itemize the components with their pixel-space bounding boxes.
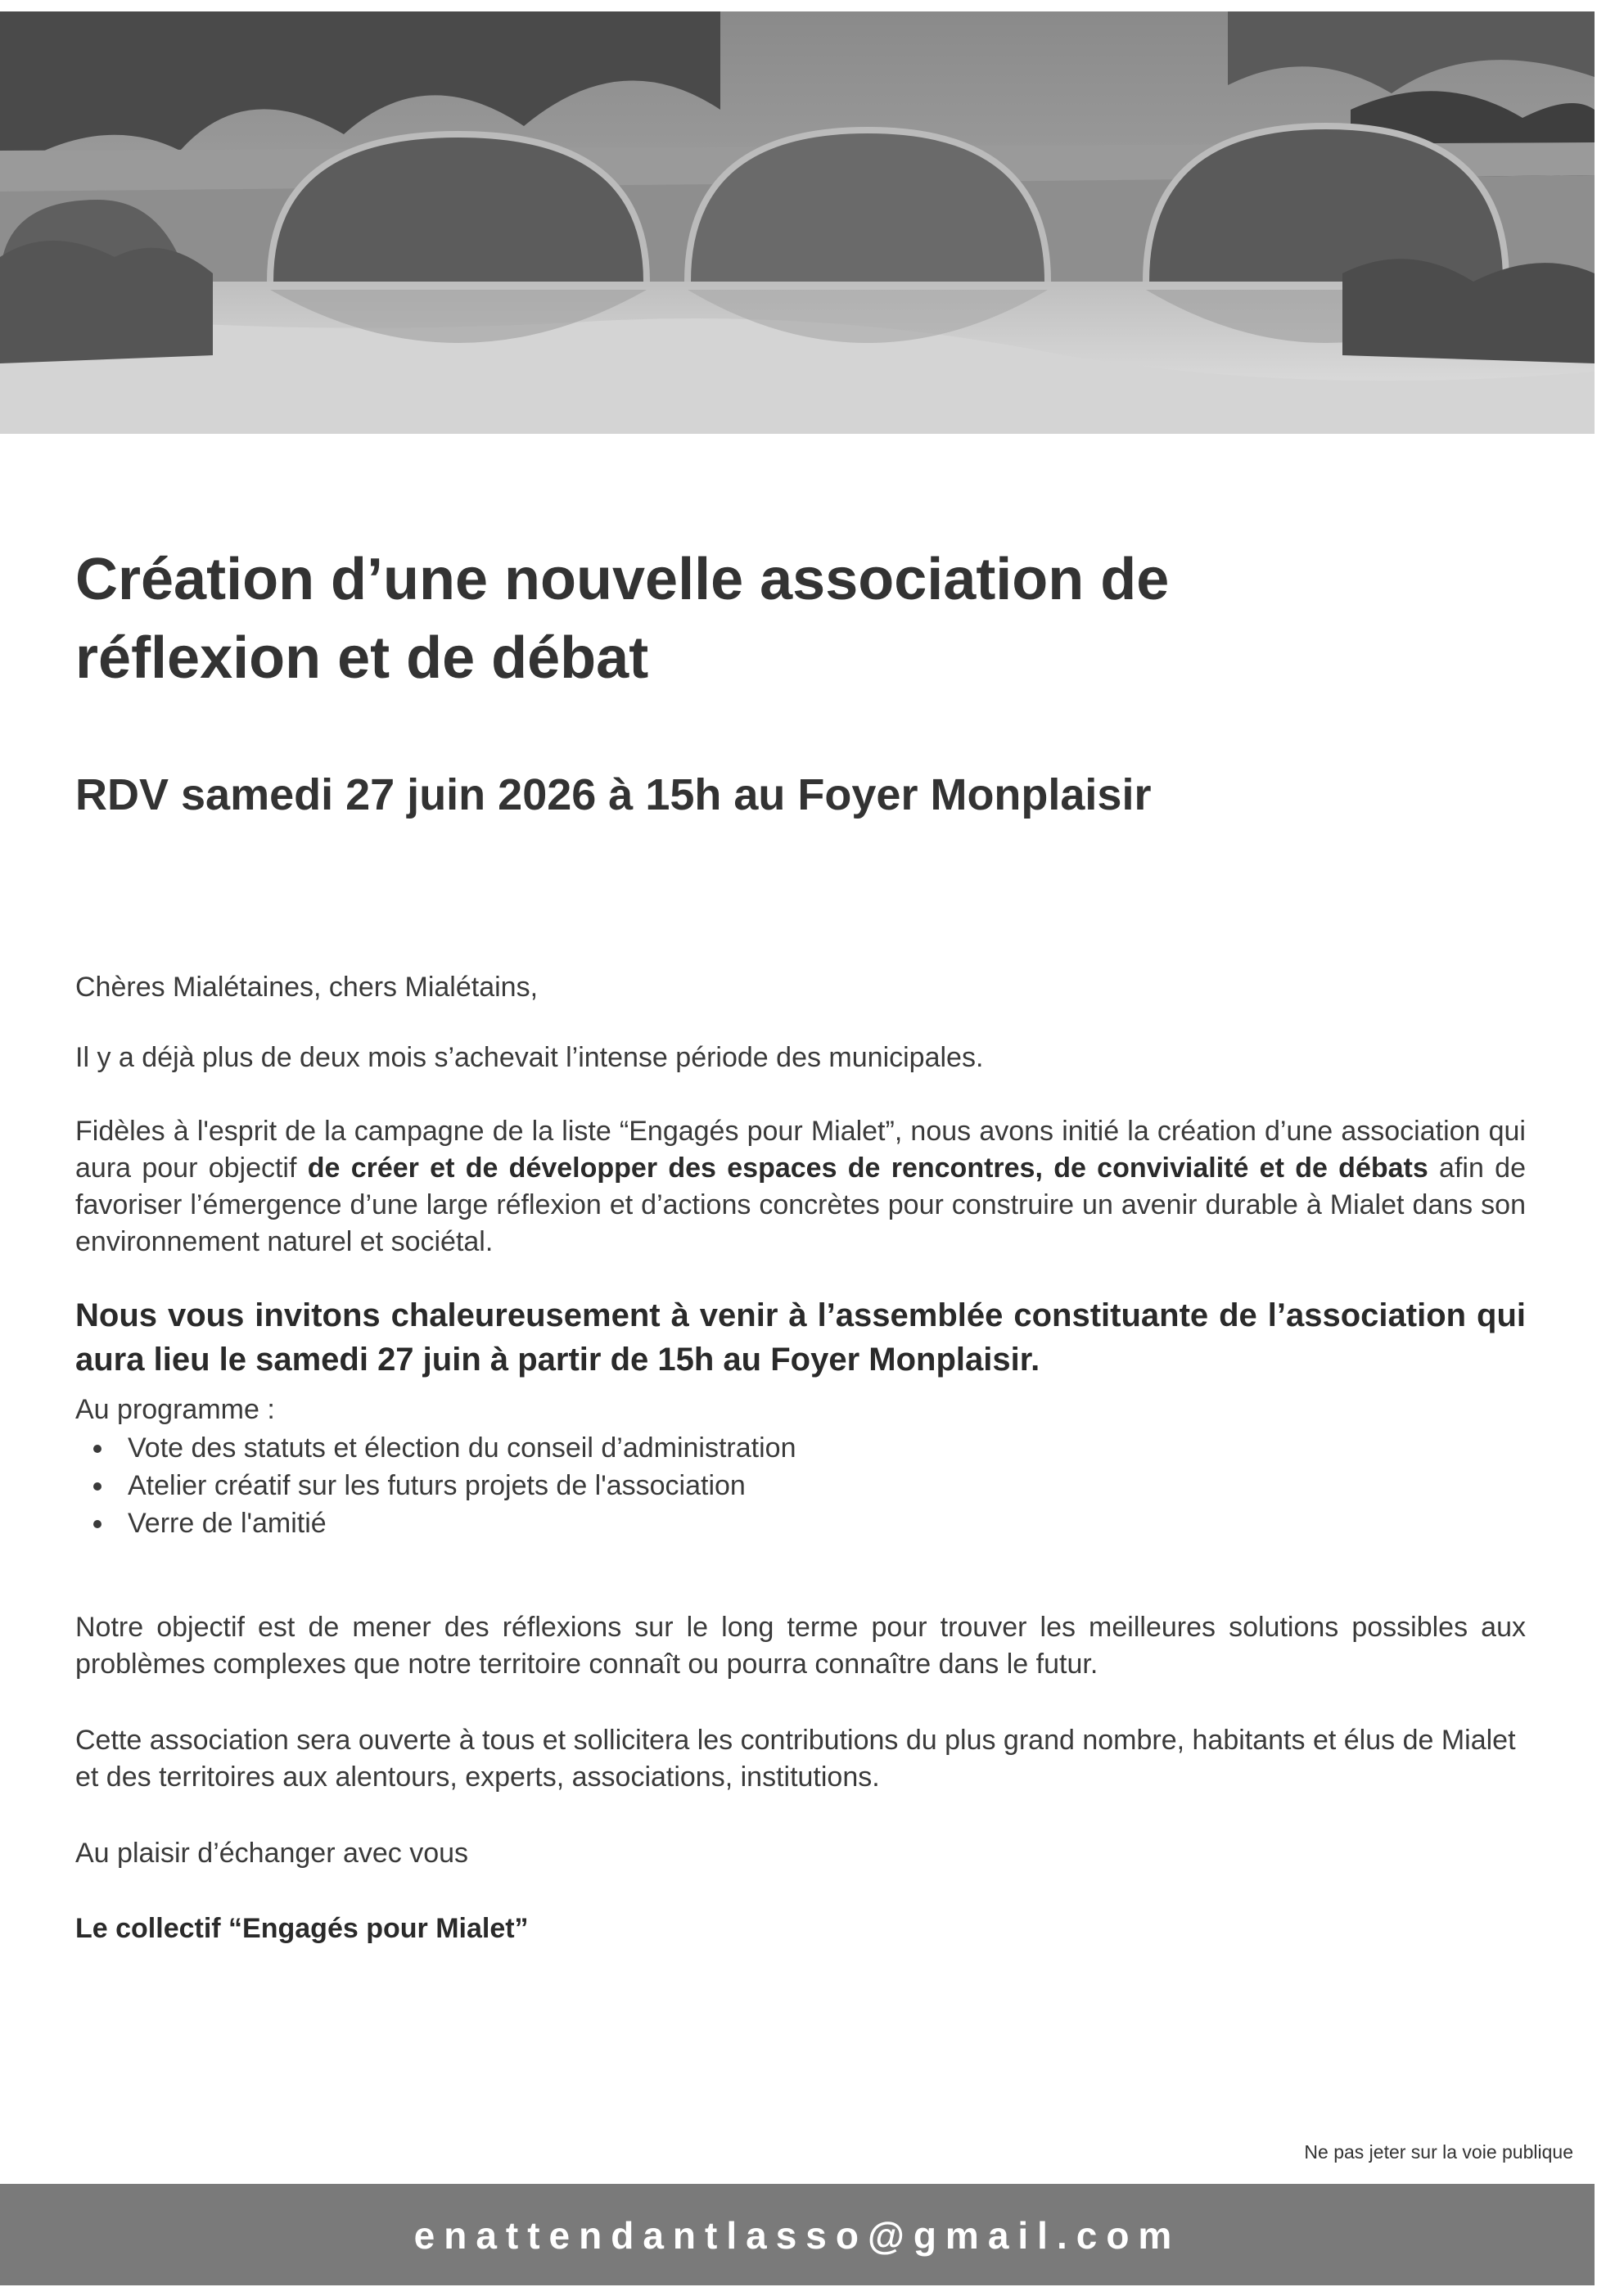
mission-text-end: afin de favoriser l’émergence d’une large réflexion et d’actions concrètes pour construire un avenir durable à Mialet dans son environnement naturel et sociétal. <box>75 1153 1526 1257</box>
mission-text-bold: de créer et de développer des espaces de rencontres, de convivialité et de débats <box>307 1153 1428 1184</box>
mission-text-start: Fidèles à l'esprit de la campagne de la liste “Engagés pour Mialet”, nous avons initié la création d’une association qui aura pour objectif <box>75 1116 1526 1184</box>
header-photo-bridge <box>0 11 1595 434</box>
program-list <box>75 1429 1467 1542</box>
litter-notice: Ne pas jeter sur la voie publique <box>1304 2141 1573 2163</box>
contact-email: enattendantlasso@gmail.com <box>413 2214 1181 2257</box>
program-item: Verre de l'amitié <box>75 1504 1467 1542</box>
greeting: Chères Mialétaines, chers Mialétains, <box>75 972 539 1003</box>
mission-paragraph <box>75 1113 1526 1261</box>
event-subtitle: RDV samedi 27 juin 2026 à 15h au Foyer Monplaisir <box>75 770 1152 819</box>
program-item: Atelier créatif sur les futurs projets de l'association <box>75 1467 1467 1504</box>
page-title <box>75 540 1516 697</box>
objective-paragraph: Notre objectif est de mener des réflexions sur le long terme pour trouver les meilleures solutions possibles aux problèmes complexes que notre territoire connaît ou pourra connaître dans le futur. <box>75 1612 1526 1680</box>
program-heading: Au programme : <box>75 1394 275 1425</box>
signature: Le collectif “Engagés pour Mialet” <box>75 1913 529 1944</box>
closing-line: Au plaisir d’échanger avec vous <box>75 1838 469 1869</box>
title-line-2: réflexion et de débat <box>75 625 649 691</box>
program-item: Vote des statuts et élection du conseil d’administration <box>75 1429 1467 1467</box>
bridge-illustration <box>0 11 1595 434</box>
invitation-paragraph: Nous vous invitons chaleureusement à venir à l’assemblée constituante de l’association qui aura lieu le samedi 27 juin à partir de 15h au Foyer Monplaisir. <box>75 1297 1526 1378</box>
title-line-1: Création d’une nouvelle association de <box>75 547 1170 612</box>
footer-bar <box>0 2184 1595 2285</box>
intro-paragraph: Il y a déjà plus de deux mois s’achevait l’intense période des municipales. <box>75 1042 984 1073</box>
openness-paragraph: Cette association sera ouverte à tous et sollicitera les contributions du plus grand nombre, habitants et élus de Mialet et des territoires aux alentours, experts, associations, institutions. <box>75 1725 1516 1793</box>
